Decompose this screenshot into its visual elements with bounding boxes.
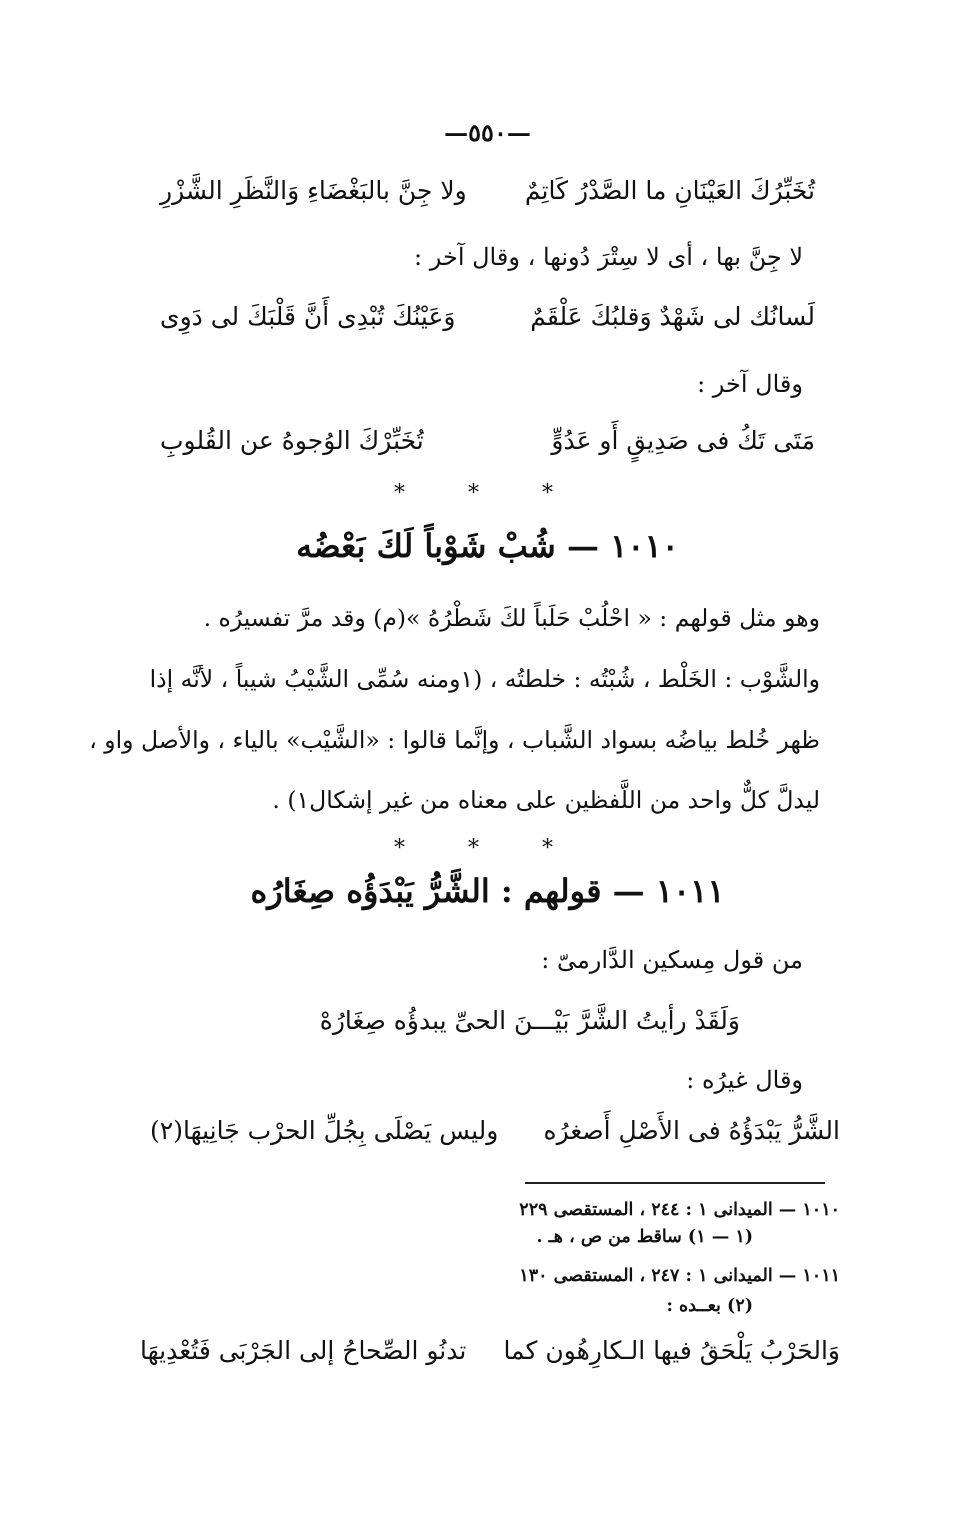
verse-hemistich-second: وليس يَصْلَى بِجُلِّ الحرْب جَانِيهَا(٢)	[150, 1116, 499, 1145]
body-line: ليدلَّ كلٌّ واحد من اللَّفظين على معناه من غير إشكال١) .	[272, 786, 820, 814]
verse-line	[160, 176, 815, 205]
verse-intro: وقال غيرُه :	[686, 1066, 803, 1094]
body-line: ظهر خُلط بياضُه بسواد الشَّباب ، وإنَّما قالوا : «الشَّيْب» بالياء ، والأصل واو ،	[89, 726, 820, 754]
footnote: (١ — ١) ساقط من ص ، هـ .	[536, 1227, 753, 1247]
verse-hemistich-second: تدنُو الصِّحاحُ إلى الجَرْبَى فَتُعْدِيهَا	[140, 1336, 467, 1365]
verse-hemistich-second: تُخَبِّرْكَ الوُجوهُ عن القُلوبِ	[160, 426, 424, 455]
verse-hemistich-second: ولا جِنَّ بالبَغْضَاءِ وَالنَّظَرِ الشَّزْرِ	[160, 176, 467, 205]
verse-hemistich-first: الشَّرُّ يَبْدَؤُهُ فى الأَصْلِ أَصغرُه	[543, 1116, 840, 1145]
proverb-heading: ١٠١١ — قولهم : الشَّرُّ يَبْدَؤُه صِغَارُه	[250, 872, 725, 910]
footnote: (٢) بعــده :	[666, 1296, 753, 1316]
verse-hemistich-first: لَسانُك لى شَهْدٌ وَقلبُكَ عَلْقَمٌ	[530, 302, 815, 331]
footnote: ١٠١٠ — الميدانى ١ : ٢٤٤ ، المستقصى ٢٢٩	[519, 1200, 840, 1220]
verse-line	[150, 1116, 840, 1145]
verse-hemistich-second: وَعَيْنُكَ تُبْدِى أَنَّ قَلْبَكَ لى دَوِى	[160, 302, 456, 331]
proverb-heading: ١٠١٠ — شُبْ شَوْباً لَكَ بَعْضُه	[296, 527, 679, 565]
section-separator: * * *	[394, 481, 581, 506]
body-line: وهو مثل قولهم : « احْلُبْ حَلَباً لكَ شَطْرُهُ »(م) وقد مرَّ تفسيرُه .	[203, 604, 820, 632]
footnote: ١٠١١ — الميدانى ١ : ٢٤٧ ، المستقصى ١٣٠	[519, 1266, 840, 1286]
footnote-divider	[525, 1182, 825, 1184]
body-line: والشَّوْب : الخَلْط ، شُبْتُه : خلطتُه ، (١ومنه سُمِّى الشَّيْبُ شيباً ، لأنَّه إذا	[149, 665, 820, 693]
verse-line: وَلَقَدْ رأيتُ الشَّرَّ بَيْـــنَ الحىِّ يبدؤُه صِغَارُهْ	[319, 1006, 740, 1035]
gloss-text: لا جِنَّ بها ، أى لا سِتْرَ دُونها ، وقال آخر :	[414, 243, 803, 271]
verse-hemistich-first: تُخَبِّرُكَ العَيْنَانِ ما الصَّدْرُ كَاتِمٌ	[524, 176, 815, 205]
verse-intro: وقال آخر :	[697, 370, 803, 398]
verse-hemistich-first: وَالحَرْبُ يَلْحَقُ فيها الـكارِهُون كما	[503, 1336, 840, 1365]
section-separator: * * *	[394, 836, 581, 861]
verse-hemistich-first: مَتَى تَكُ فى صَدِيقٍ أَو عَدُوٍّ	[551, 426, 815, 455]
verse-line	[160, 426, 815, 455]
footnote-verse	[140, 1336, 840, 1365]
verse-line	[160, 302, 815, 331]
page-number: —٥٥٠—	[444, 118, 531, 147]
verse-intro: من قول مِسكين الدَّارمىّ :	[541, 946, 803, 974]
